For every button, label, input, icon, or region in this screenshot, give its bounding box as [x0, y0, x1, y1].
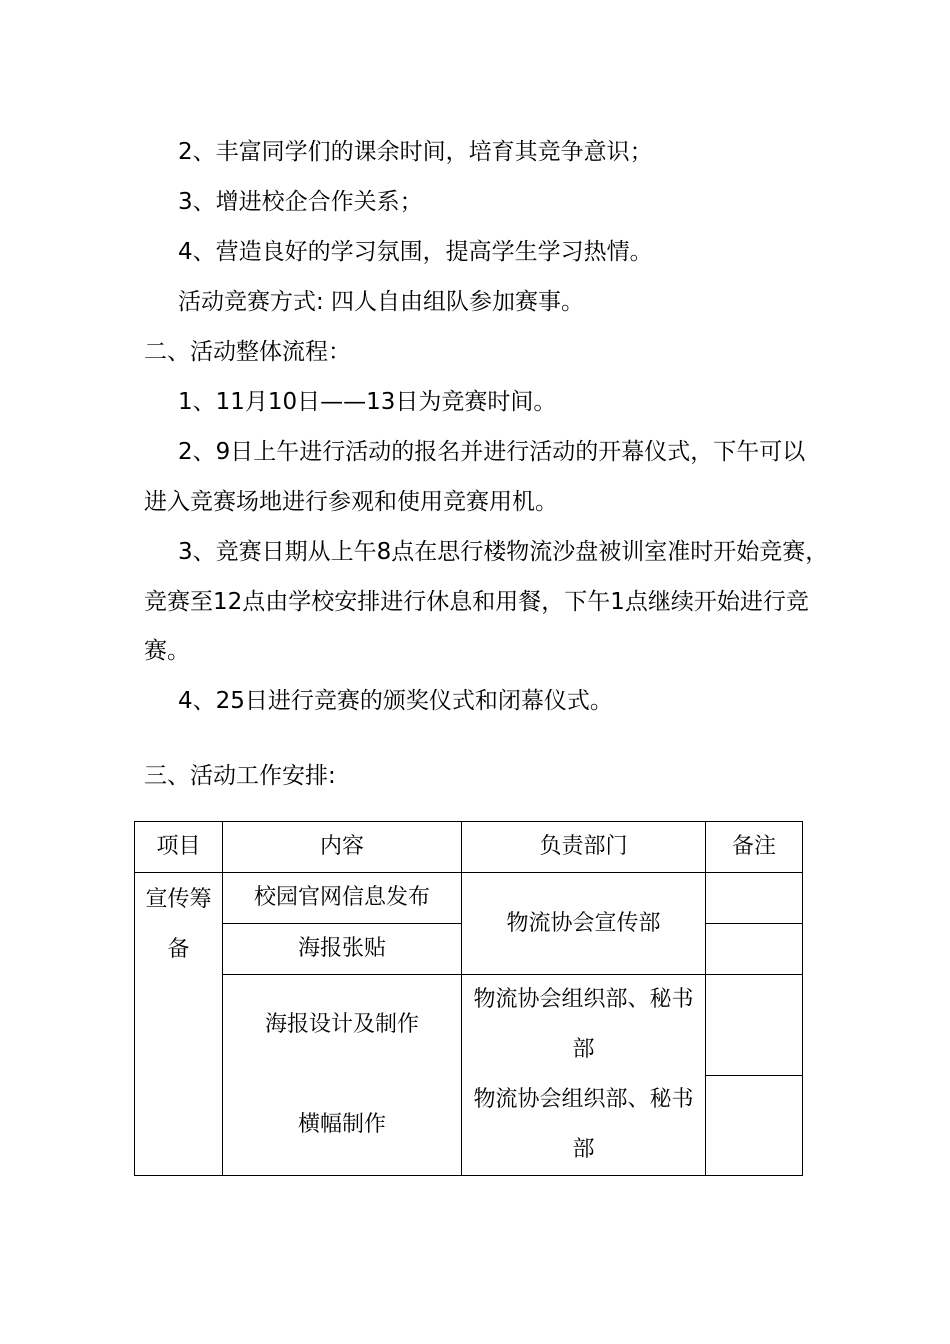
- goal-item-2: 2、丰富同学们的课余时间，培育其竞争意识；: [178, 139, 653, 165]
- content-item-banner: 横幅制作: [297, 1112, 386, 1137]
- department-organization-1: 物流协会组织部、秘书部: [473, 987, 694, 1062]
- flow-item-3: 3、竞赛日期从上午8点在思行楼物流沙盘被训室准时开始竞赛，: [178, 539, 829, 565]
- section-heading-2: 二、活动整体流程：: [144, 339, 351, 365]
- content-cell: [223, 975, 462, 1176]
- header-content: 内容: [223, 822, 462, 873]
- department-organization-2: 物流协会组织部、秘书部: [473, 1087, 694, 1162]
- department-cell: [462, 975, 706, 1176]
- flow-item-2-cont: 进入竞赛场地进行参观和使用竞赛用机。: [144, 489, 558, 515]
- flow-item-1: 1、11月10日——13日为竞赛时间。: [178, 389, 557, 415]
- category-cell: 宣传筹备: [135, 873, 223, 1176]
- remarks-cell: [706, 1075, 803, 1176]
- header-department: 负责部门: [462, 822, 706, 873]
- competition-mode: 活动竞赛方式: 四人自由组队参加赛事。: [178, 289, 585, 315]
- content-cell: 校园官网信息发布: [223, 873, 462, 924]
- department-cell: 物流协会宣传部: [462, 873, 706, 975]
- goal-item-4: 4、营造良好的学习氛围，提高学生学习热情。: [178, 239, 653, 265]
- work-arrangement-table: [134, 821, 803, 1176]
- remarks-cell: [706, 873, 803, 924]
- goal-item-3: 3、增进校企合作关系；: [178, 189, 423, 215]
- flow-item-3-cont: 竞赛至12点由学校安排进行休息和用餐，下午1点继续开始进行竞: [144, 589, 809, 615]
- section-heading-3: 三、活动工作安排:: [144, 763, 336, 789]
- table-row: [135, 873, 803, 924]
- flow-item-2: 2、9日上午进行活动的报名并进行活动的开幕仪式，下午可以: [178, 439, 806, 465]
- header-item: 项目: [135, 822, 223, 873]
- remarks-cell: [706, 924, 803, 975]
- table-header-row: [135, 822, 803, 873]
- remarks-cell: [706, 975, 803, 1076]
- flow-item-4: 4、25日进行竞赛的颁奖仪式和闭幕仪式。: [178, 688, 613, 714]
- content-cell: 海报张贴: [223, 924, 462, 975]
- content-item-poster-design: 海报设计及制作: [264, 1012, 419, 1037]
- header-remarks: 备注: [706, 822, 803, 873]
- flow-item-3-end: 赛。: [144, 638, 190, 664]
- table-row: [135, 975, 803, 1076]
